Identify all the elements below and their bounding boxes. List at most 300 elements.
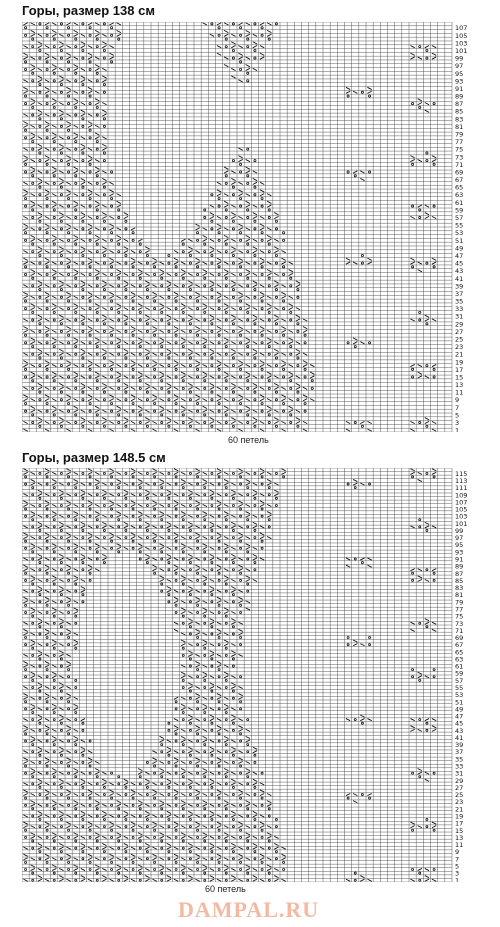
yarn-over-symbol (82, 391, 84, 393)
row-number-label: 27 (455, 327, 464, 336)
decrease-left-symbol (224, 826, 228, 828)
yarn-over-symbol (53, 106, 55, 108)
yarn-over-symbol (32, 414, 34, 416)
yarn-over-symbol (60, 194, 62, 196)
decrease-left-symbol (260, 558, 264, 560)
decrease-right-symbol (124, 815, 128, 817)
decrease-left-symbol (181, 672, 185, 674)
decrease-right-symbol (238, 729, 242, 731)
yarn-over-symbol (419, 526, 421, 528)
yarn-over-symbol (89, 273, 91, 275)
decrease-left-symbol (167, 579, 171, 581)
yarn-over-symbol (139, 319, 141, 321)
yarn-over-symbol (103, 289, 105, 291)
yarn-over-symbol (197, 308, 199, 310)
yarn-over-symbol (25, 612, 27, 614)
decrease-left-symbol (59, 586, 63, 588)
decrease-left-symbol (23, 597, 27, 599)
yarn-over-symbol (39, 296, 41, 298)
decrease-left-symbol (31, 479, 35, 481)
decrease-right-symbol (66, 569, 70, 571)
decrease-left-symbol (231, 205, 235, 207)
decrease-right-symbol (38, 421, 42, 423)
decrease-right-symbol (267, 307, 271, 309)
decrease-right-symbol (74, 239, 78, 241)
yarn-over-symbol (154, 540, 156, 542)
decrease-right-symbol (238, 793, 242, 795)
decrease-right-symbol (52, 307, 56, 309)
decrease-right-symbol (59, 182, 63, 184)
yarn-over-symbol (211, 391, 213, 393)
row-number-label: 89 (455, 562, 464, 571)
decrease-left-symbol (145, 522, 149, 524)
decrease-right-symbol (195, 364, 199, 366)
yarn-over-symbol (240, 368, 242, 370)
decrease-right-symbol (174, 262, 178, 264)
yarn-over-symbol (275, 220, 277, 222)
decrease-right-symbol (410, 729, 414, 731)
yarn-over-symbol (189, 633, 191, 635)
yarn-over-symbol (103, 228, 105, 230)
yarn-over-symbol (211, 296, 213, 298)
row-number-label: 35 (455, 297, 464, 306)
decrease-left-symbol (195, 526, 199, 528)
decrease-right-symbol (38, 46, 42, 48)
decrease-right-symbol (45, 472, 49, 474)
decrease-right-symbol (66, 793, 70, 795)
decrease-left-symbol (217, 326, 221, 328)
decrease-left-symbol (131, 292, 135, 294)
yarn-over-symbol (68, 103, 70, 105)
yarn-over-symbol (197, 612, 199, 614)
decrease-left-symbol (353, 262, 357, 264)
yarn-over-symbol (25, 163, 27, 165)
yarn-over-symbol (361, 262, 363, 264)
decrease-right-symbol (160, 868, 164, 870)
yarn-over-symbol (168, 794, 170, 796)
decrease-left-symbol (52, 228, 56, 230)
decrease-left-symbol (410, 421, 414, 423)
decrease-right-symbol (432, 159, 436, 161)
decrease-left-symbol (52, 330, 56, 332)
decrease-right-symbol (124, 421, 128, 423)
decrease-right-symbol (188, 751, 192, 753)
decrease-right-symbol (31, 740, 35, 742)
yarn-over-symbol (261, 508, 263, 510)
yarn-over-symbol (154, 334, 156, 336)
decrease-right-symbol (102, 847, 106, 849)
decrease-right-symbol (59, 590, 63, 592)
yarn-over-symbol (60, 160, 62, 162)
decrease-left-symbol (167, 876, 171, 878)
decrease-right-symbol (281, 330, 285, 332)
decrease-left-symbol (23, 758, 27, 760)
decrease-left-symbol (231, 772, 235, 774)
decrease-left-symbol (45, 421, 49, 423)
decrease-left-symbol (66, 319, 70, 321)
decrease-right-symbol (117, 804, 121, 806)
decrease-right-symbol (95, 868, 99, 870)
yarn-over-symbol (139, 421, 141, 423)
yarn-over-symbol (103, 794, 105, 796)
decrease-left-symbol (260, 879, 264, 881)
yarn-over-symbol (96, 519, 98, 521)
decrease-left-symbol (52, 91, 56, 93)
decrease-left-symbol (160, 338, 164, 340)
decrease-left-symbol (52, 697, 56, 699)
yarn-over-symbol (268, 872, 270, 874)
yarn-over-symbol (53, 783, 55, 785)
yarn-over-symbol (290, 421, 292, 423)
decrease-left-symbol (195, 501, 199, 503)
decrease-left-symbol (117, 23, 121, 25)
decrease-left-symbol (66, 815, 70, 817)
decrease-left-symbol (246, 865, 250, 867)
yarn-over-symbol (75, 879, 77, 881)
decrease-right-symbol (59, 216, 63, 218)
yarn-over-symbol (96, 380, 98, 382)
yarn-over-symbol (39, 858, 41, 860)
yarn-over-symbol (204, 615, 206, 617)
yarn-over-symbol (68, 869, 70, 871)
decrease-left-symbol (260, 847, 264, 849)
yarn-over-symbol (161, 285, 163, 287)
decrease-left-symbol (81, 522, 85, 524)
decrease-right-symbol (167, 353, 171, 355)
decrease-left-symbol (195, 258, 199, 260)
row-number-label: 75 (455, 145, 464, 154)
decrease-left-symbol (81, 483, 85, 485)
decrease-right-symbol (281, 262, 285, 264)
yarn-over-symbol (89, 205, 91, 207)
yarn-over-symbol (189, 425, 191, 427)
yarn-over-symbol (232, 228, 234, 230)
yarn-over-symbol (132, 515, 134, 517)
decrease-left-symbol (167, 515, 171, 517)
yarn-over-symbol (82, 529, 84, 531)
decrease-left-symbol (59, 42, 63, 44)
decrease-right-symbol (267, 34, 271, 36)
decrease-right-symbol (81, 353, 85, 355)
decrease-left-symbol (217, 879, 221, 881)
yarn-over-symbol (75, 311, 77, 313)
decrease-left-symbol (418, 569, 422, 571)
decrease-right-symbol (74, 205, 78, 207)
yarn-over-symbol (240, 342, 242, 344)
yarn-over-symbol (419, 209, 421, 211)
decrease-left-symbol (260, 224, 264, 226)
decrease-left-symbol (45, 783, 49, 785)
decrease-left-symbol (246, 167, 250, 169)
yarn-over-symbol (175, 733, 177, 735)
decrease-left-symbol (66, 790, 70, 792)
yarn-over-symbol (268, 243, 270, 245)
decrease-left-symbol (246, 194, 250, 196)
yarn-over-symbol (75, 387, 77, 389)
yarn-over-symbol (125, 262, 127, 264)
decrease-left-symbol (425, 772, 429, 774)
yarn-over-symbol (89, 334, 91, 336)
decrease-right-symbol (231, 251, 235, 253)
decrease-right-symbol (38, 654, 42, 656)
yarn-over-symbol (82, 330, 84, 332)
yarn-over-symbol (225, 243, 227, 245)
decrease-left-symbol (59, 76, 63, 78)
decrease-left-symbol (267, 338, 271, 340)
decrease-left-symbol (167, 868, 171, 870)
decrease-left-symbol (102, 418, 106, 420)
decrease-right-symbol (210, 879, 214, 881)
decrease-right-symbol (224, 644, 228, 646)
decrease-right-symbol (74, 102, 78, 104)
decrease-left-symbol (246, 479, 250, 481)
yarn-over-symbol (111, 376, 113, 378)
yarn-over-symbol (268, 277, 270, 279)
row-number-label: 15 (455, 373, 464, 382)
decrease-left-symbol (238, 251, 242, 253)
decrease-right-symbol (102, 285, 106, 287)
decrease-right-symbol (81, 494, 85, 496)
decrease-left-symbol (231, 747, 235, 749)
yarn-over-symbol (232, 391, 234, 393)
decrease-left-symbol (38, 144, 42, 146)
decrease-right-symbol (124, 216, 128, 218)
yarn-over-symbol (197, 797, 199, 799)
decrease-right-symbol (418, 579, 422, 581)
row-number-label: 55 (455, 221, 464, 230)
yarn-over-symbol (96, 141, 98, 143)
yarn-over-symbol (154, 266, 156, 268)
decrease-right-symbol (117, 342, 121, 344)
decrease-left-symbol (88, 80, 92, 82)
decrease-right-symbol (59, 879, 63, 881)
decrease-left-symbol (31, 364, 35, 366)
decrease-right-symbol (74, 579, 78, 581)
decrease-right-symbol (217, 296, 221, 298)
decrease-left-symbol (81, 68, 85, 70)
yarn-over-symbol (96, 840, 98, 842)
decrease-right-symbol (38, 148, 42, 150)
decrease-left-symbol (31, 761, 35, 763)
decrease-left-symbol (174, 629, 178, 631)
yarn-over-symbol (118, 285, 120, 287)
yarn-over-symbol (189, 254, 191, 256)
decrease-left-symbol (367, 719, 371, 721)
yarn-over-symbol (225, 387, 227, 389)
yarn-over-symbol (68, 836, 70, 838)
yarn-over-symbol (283, 334, 285, 336)
yarn-over-symbol (154, 402, 156, 404)
decrease-right-symbol (181, 342, 185, 344)
yarn-over-symbol (161, 590, 163, 592)
yarn-over-symbol (419, 872, 421, 874)
decrease-left-symbol (52, 479, 56, 481)
decrease-left-symbol (418, 826, 422, 828)
decrease-left-symbol (238, 285, 242, 287)
decrease-right-symbol (81, 387, 85, 389)
decrease-left-symbol (174, 421, 178, 423)
decrease-right-symbol (181, 708, 185, 710)
yarn-over-symbol (189, 786, 191, 788)
decrease-left-symbol (45, 224, 49, 226)
yarn-over-symbol (68, 765, 70, 767)
yarn-over-symbol (261, 334, 263, 336)
decrease-left-symbol (253, 811, 257, 813)
decrease-right-symbol (181, 772, 185, 774)
yarn-over-symbol (225, 285, 227, 287)
yarn-over-symbol (232, 57, 234, 59)
decrease-right-symbol (274, 353, 278, 355)
decrease-left-symbol (224, 235, 228, 237)
decrease-left-symbol (23, 469, 27, 471)
yarn-over-symbol (225, 487, 227, 489)
yarn-over-symbol (111, 61, 113, 63)
decrease-left-symbol (203, 479, 207, 481)
yarn-over-symbol (189, 289, 191, 291)
yarn-over-symbol (247, 311, 249, 313)
yarn-over-symbol (182, 251, 184, 253)
yarn-over-symbol (68, 861, 70, 863)
yarn-over-symbol (75, 114, 77, 116)
decrease-left-symbol (145, 273, 149, 275)
decrease-left-symbol (238, 526, 242, 528)
knitting-chart-138 (22, 22, 472, 437)
decrease-left-symbol (45, 822, 49, 824)
decrease-left-symbol (102, 34, 106, 36)
row-number-label: 1 (455, 426, 460, 432)
decrease-right-symbol (74, 804, 78, 806)
decrease-left-symbol (246, 833, 250, 835)
yarn-over-symbol (261, 342, 263, 344)
yarn-over-symbol (189, 722, 191, 724)
decrease-left-symbol (231, 76, 235, 78)
decrease-left-symbol (45, 114, 49, 116)
decrease-right-symbol (260, 537, 264, 539)
yarn-over-symbol (103, 262, 105, 264)
yarn-over-symbol (46, 273, 48, 275)
yarn-over-symbol (82, 228, 84, 230)
decrease-right-symbol (109, 858, 113, 860)
decrease-left-symbol (203, 544, 207, 546)
decrease-right-symbol (45, 729, 49, 731)
decrease-left-symbol (310, 399, 314, 401)
yarn-over-symbol (268, 847, 270, 849)
decrease-left-symbol (181, 736, 185, 738)
yarn-over-symbol (161, 421, 163, 423)
decrease-left-symbol (45, 565, 49, 567)
yarn-over-symbol (433, 376, 435, 378)
yarn-over-symbol (118, 808, 120, 810)
decrease-right-symbol (181, 273, 185, 275)
row-number-label: 1 (455, 876, 460, 882)
yarn-over-symbol (25, 308, 27, 310)
yarn-over-symbol (283, 368, 285, 370)
decrease-left-symbol (188, 772, 192, 774)
yarn-over-symbol (82, 425, 84, 427)
decrease-right-symbol (59, 319, 63, 321)
yarn-over-symbol (283, 869, 285, 871)
decrease-left-symbol (31, 125, 35, 127)
yarn-over-symbol (254, 851, 256, 853)
decrease-right-symbol (195, 601, 199, 603)
decrease-left-symbol (210, 315, 214, 317)
decrease-left-symbol (167, 281, 171, 283)
decrease-left-symbol (425, 522, 429, 524)
yarn-over-symbol (268, 346, 270, 348)
decrease-left-symbol (174, 326, 178, 328)
decrease-right-symbol (203, 804, 207, 806)
yarn-over-symbol (168, 761, 170, 763)
decrease-right-symbol (231, 719, 235, 721)
yarn-over-symbol (175, 869, 177, 871)
decrease-left-symbol (238, 53, 242, 55)
decrease-right-symbol (102, 46, 106, 48)
decrease-right-symbol (95, 342, 99, 344)
yarn-over-symbol (39, 697, 41, 699)
yarn-over-symbol (139, 558, 141, 560)
yarn-over-symbol (261, 772, 263, 774)
decrease-left-symbol (88, 121, 92, 123)
decrease-left-symbol (52, 504, 56, 506)
yarn-over-symbol (25, 547, 27, 549)
decrease-left-symbol (66, 258, 70, 260)
decrease-left-symbol (88, 87, 92, 89)
yarn-over-symbol (96, 346, 98, 348)
decrease-left-symbol (52, 372, 56, 374)
decrease-right-symbol (167, 421, 171, 423)
decrease-right-symbol (145, 783, 149, 785)
yarn-over-symbol (53, 654, 55, 656)
decrease-left-symbol (238, 597, 242, 599)
decrease-left-symbol (23, 726, 27, 728)
decrease-right-symbol (210, 387, 214, 389)
decrease-left-symbol (181, 761, 185, 763)
yarn-over-symbol (103, 826, 105, 828)
decrease-right-symbol (217, 537, 221, 539)
yarn-over-symbol (32, 148, 34, 150)
yarn-over-symbol (82, 262, 84, 264)
yarn-over-symbol (204, 872, 206, 874)
decrease-left-symbol (231, 740, 235, 742)
yarn-over-symbol (433, 103, 435, 105)
decrease-right-symbol (117, 547, 121, 549)
yarn-over-symbol (218, 308, 220, 310)
decrease-left-symbol (425, 102, 429, 104)
yarn-over-symbol (68, 368, 70, 370)
decrease-left-symbol (95, 472, 99, 474)
decrease-left-symbol (281, 854, 285, 856)
decrease-left-symbol (174, 622, 178, 624)
decrease-left-symbol (418, 364, 422, 366)
decrease-right-symbol (260, 262, 264, 264)
decrease-left-symbol (224, 801, 228, 803)
decrease-left-symbol (432, 46, 436, 48)
yarn-over-symbol (125, 529, 127, 531)
decrease-left-symbol (217, 429, 221, 431)
decrease-right-symbol (38, 216, 42, 218)
decrease-left-symbol (74, 504, 78, 506)
decrease-right-symbol (224, 483, 228, 485)
decrease-left-symbol (109, 790, 113, 792)
decrease-right-symbol (74, 547, 78, 549)
yarn-over-symbol (146, 262, 148, 264)
yarn-over-symbol (240, 644, 242, 646)
decrease-right-symbol (238, 399, 242, 401)
yarn-over-symbol (68, 61, 70, 63)
decrease-left-symbol (267, 228, 271, 230)
row-number-label: 91 (455, 555, 464, 564)
decrease-left-symbol (117, 372, 121, 374)
